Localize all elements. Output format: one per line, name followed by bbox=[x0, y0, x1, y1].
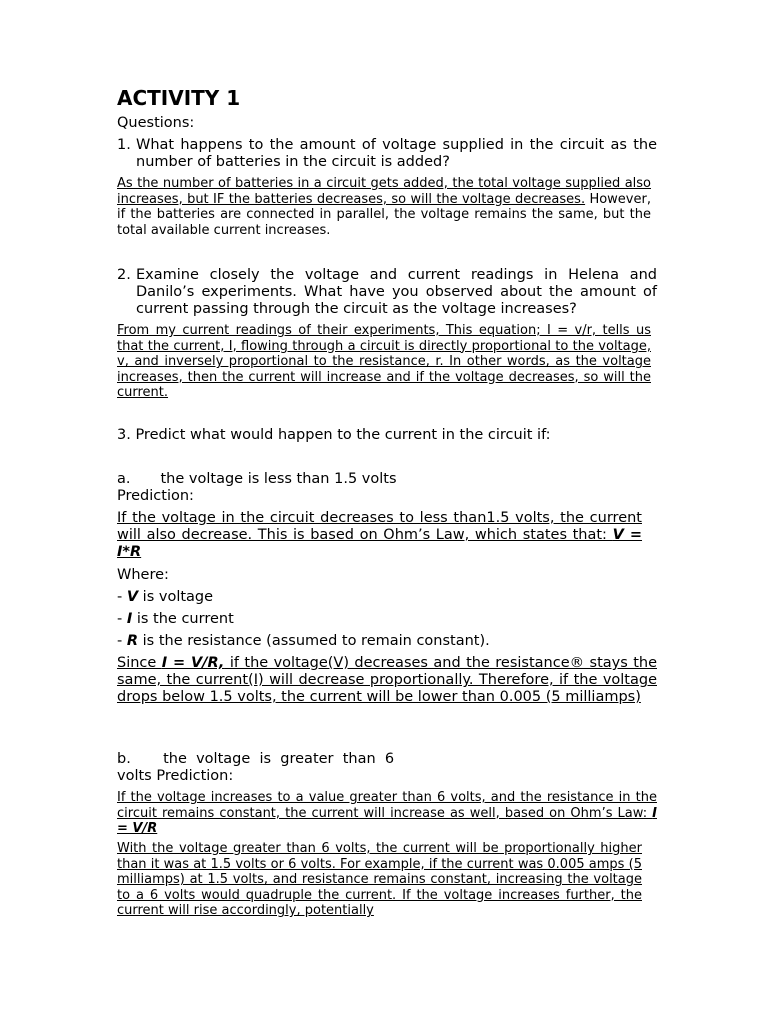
answer-1-plain: However, if the batteries are connected in parallel, the voltage remains the same, but the total available current increases. bbox=[117, 191, 651, 238]
question-2-number: 2. bbox=[117, 267, 131, 283]
part-a-prediction-label: Prediction: bbox=[117, 488, 194, 504]
answer-2: From my current readings of their experiments, This equation; I = v/r, tells us that the current, I, flowing through a circuit is directly proportional to the voltage, v, and inversely proportional to the resistance, r. In other words, as the voltage increases, then the current will increase and if the voltage decreases, so will the current. bbox=[117, 323, 651, 401]
answer-1 bbox=[117, 176, 651, 238]
part-a-label: a. bbox=[117, 471, 131, 487]
questions-label: Questions: bbox=[117, 115, 195, 131]
question-1-text: What happens to the amount of voltage supplied in the circuit as the number of batteries in the circuit is added? bbox=[136, 137, 657, 170]
list-item-resistance: - R is the resistance (assumed to remain constant). bbox=[117, 633, 490, 649]
part-a-prediction-text: If the voltage in the circuit decreases to less than1.5 volts, the current will also decrease. This is based on Ohm’s Law, which states that: bbox=[117, 510, 642, 543]
current-formula: I = V/R, bbox=[161, 655, 225, 671]
list-item-current: - I is the current bbox=[117, 611, 234, 627]
question-2 bbox=[117, 267, 657, 318]
ohms-law-current-formula: I = V/R bbox=[117, 805, 657, 837]
where-label: Where: bbox=[117, 567, 169, 583]
part-b-line-2: volts Prediction: bbox=[117, 768, 234, 784]
question-2-text: Examine closely the voltage and current readings in Helena and Danilo’s experiments. What have you observed about the amount of current passing through the circuit as the voltage increases? bbox=[136, 267, 657, 317]
part-a-text: the voltage is less than 1.5 volts bbox=[160, 471, 397, 487]
question-3: 3. Predict what would happen to the current in the circuit if: bbox=[117, 427, 551, 443]
symbol-v: V bbox=[126, 589, 139, 605]
symbol-i: I bbox=[126, 611, 133, 627]
question-1-number: 1. bbox=[117, 137, 131, 153]
symbol-r: R bbox=[126, 633, 139, 649]
question-1 bbox=[117, 137, 657, 171]
ohms-law-formula: V = I*R bbox=[117, 527, 643, 560]
part-b-line-1: b. the voltage is greater than 6 bbox=[117, 751, 395, 767]
answer-1-underlined: As the number of batteries in a circuit gets added, the total voltage supplied also increases, but IF the batteries decreases, so will the voltage decreases. bbox=[117, 176, 651, 207]
part-b-answer-1: If the voltage increases to a value greater than 6 volts, and the resistance in the circuit remains constant, the current will increase as well, based on Ohm’s Law: I = V/R bbox=[117, 790, 657, 837]
part-a-prediction bbox=[117, 510, 642, 561]
part-a bbox=[117, 471, 657, 488]
page-title: ACTIVITY 1 bbox=[117, 86, 241, 110]
part-a-since: Since I = V/R, if the voltage(V) decreases and the resistance® stays the same, the current(I) will decrease proportionally. Therefore, if the voltage drops below 1.5 volts, the current will be lower than 0.005 (5 milliamps) bbox=[117, 655, 657, 705]
list-item-voltage: - V is voltage bbox=[117, 589, 214, 605]
part-b-answer-2: With the voltage greater than 6 volts, the current will be proportionally higher than it was at 1.5 volts or 6 volts. For example, if the current was 0.005 amps (5 milliamps) at 1.5 volts, and resistance remains constant, increasing the voltage to a 6 volts would quadruple the current. If the voltage increases further, the current will rise accordingly, potentially bbox=[117, 841, 642, 919]
